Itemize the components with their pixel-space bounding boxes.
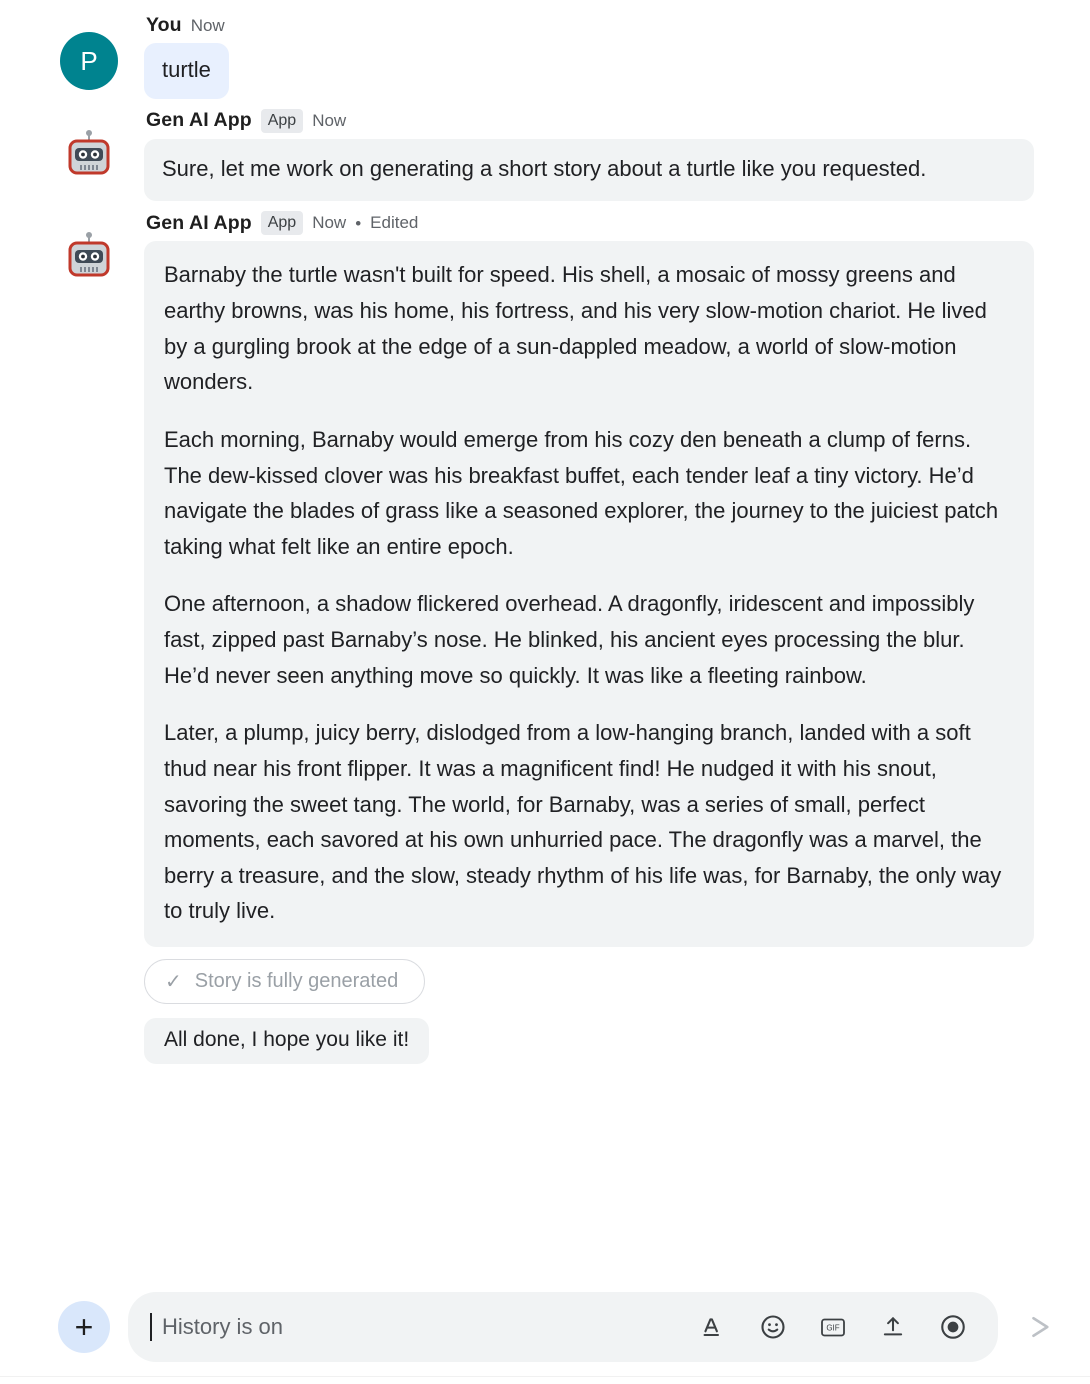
story-paragraph: Later, a plump, juicy berry, dislodged from a low-hanging branch, landed with a soft thud near his front flipper. It was a magnificent find! He nudged it with his snout, savoring the sweet tang. The world, for Barnaby, was a series of small, perfect moments, each savored at his own unhurried pace. The dragonfly was a marvel, the berry a treasure, and the slow, steady rhythm of his life was, for Barnaby, the only way to truly live. <box>164 720 1002 924</box>
message-meta <box>144 211 1066 236</box>
status-chip-row <box>144 959 1066 1004</box>
check-icon: ✓ <box>165 970 182 993</box>
message-input-placeholder[interactable]: History is on <box>162 1314 284 1339</box>
message-meta <box>144 14 1066 37</box>
story-paragraph: Barnaby the turtle wasn't built for speed. His shell, a mosaic of mossy greens and earthy browns, was his home, his fortress, and his very slow-motion chariot. He lived by a gurgling brook at the edge of a sun-dappled meadow, a world of slow-motion wonders. <box>164 262 987 395</box>
edited-label: Edited <box>370 213 419 233</box>
message-body <box>144 14 1066 99</box>
meta-separator: • <box>355 213 362 233</box>
robot-avatar-icon <box>60 127 118 185</box>
story-paragraph: Each morning, Barnaby would emerge from his cozy den beneath a clump of ferns. The dew-kissed clover was his breakfast buffet, each tender leaf a tiny victory. He’d navigate the blades of grass like a seasoned explorer, the journey to the juiciest patch taking what felt like an entire epoch. <box>164 426 999 559</box>
avatar: P <box>60 32 118 90</box>
robot-avatar-icon <box>60 229 118 287</box>
message-meta <box>144 109 1066 134</box>
message-author: Gen AI App <box>146 109 252 132</box>
app-badge: App <box>261 109 303 134</box>
message-author: Gen AI App <box>146 211 252 234</box>
app-badge: App <box>261 211 303 236</box>
composer-tools <box>696 1310 976 1344</box>
story-bubble[interactable] <box>144 241 1034 947</box>
composer <box>0 1292 1090 1362</box>
followup-bubble[interactable]: All done, I hope you like it! <box>144 1018 429 1064</box>
story-paragraph: One afternoon, a shadow flickered overhead. A dragonfly, iridescent and impossibly fast, zipped past Barnaby’s nose. He blinked, his ancient eyes processing the blur. He’d never seen anything move so quickly. It was like a fleeting rainbow. <box>164 591 975 688</box>
message-bubble[interactable]: Sure, let me work on generating a short story about a turtle like you requested. <box>144 139 1034 201</box>
gif-icon[interactable] <box>816 1310 850 1344</box>
message-time: Now <box>190 15 225 35</box>
upload-icon[interactable] <box>876 1310 910 1344</box>
message-bot-story <box>0 211 1090 1064</box>
avatar-column <box>60 14 144 90</box>
message-bot-ack <box>0 109 1090 201</box>
add-attachment-button[interactable]: + <box>58 1301 110 1353</box>
avatar-column <box>60 109 144 185</box>
send-button[interactable] <box>1016 1302 1066 1352</box>
text-caret <box>150 1313 152 1341</box>
message-time: Now <box>312 213 347 233</box>
svg-text:GIF: GIF <box>826 1323 840 1333</box>
message-author: You <box>146 14 182 36</box>
avatar-column <box>60 211 144 287</box>
status-badge <box>144 959 425 1004</box>
message-time: Now <box>312 110 347 130</box>
format-text-icon[interactable] <box>696 1310 730 1344</box>
emoji-icon[interactable] <box>756 1310 790 1344</box>
message-bubble[interactable]: turtle <box>144 43 229 99</box>
message-input-wrapper[interactable] <box>128 1292 998 1362</box>
message-user <box>0 14 1090 99</box>
message-body <box>144 211 1066 1064</box>
status-badge-label: Story is fully generated <box>194 970 399 993</box>
message-body <box>144 109 1066 201</box>
record-icon[interactable] <box>936 1310 970 1344</box>
window-bottom-edge <box>0 1376 1090 1384</box>
